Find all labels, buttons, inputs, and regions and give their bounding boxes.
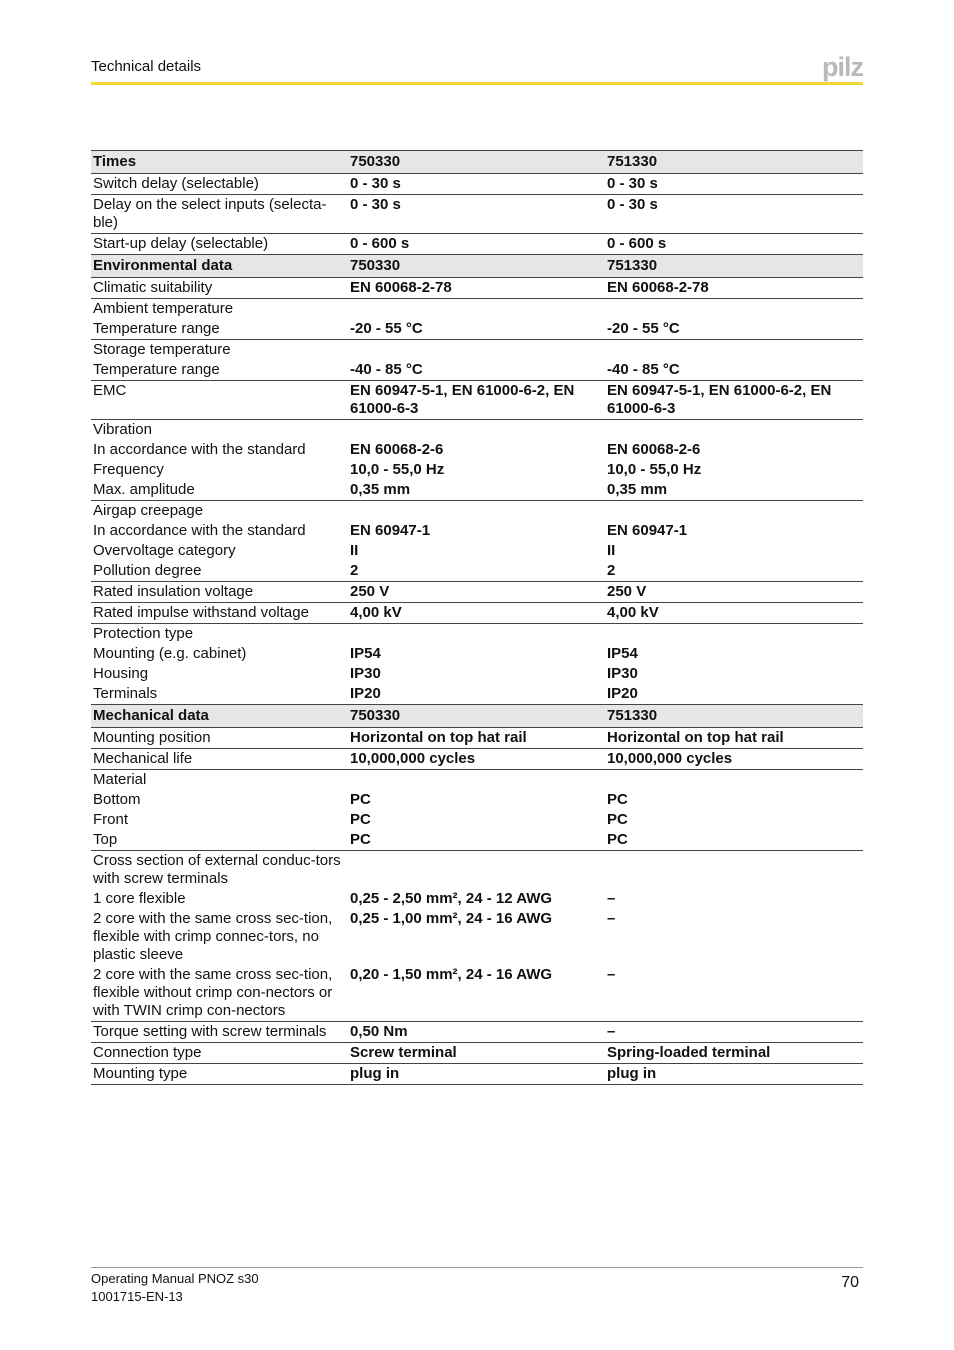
value-751330-cell: 751330	[605, 255, 863, 278]
value-750330-cell: -40 - 85 °C	[348, 360, 605, 381]
table-row	[91, 561, 863, 582]
table-row	[91, 810, 863, 830]
table-row	[91, 278, 863, 299]
value-751330-cell: EN 60068-2-6	[607, 441, 701, 458]
value-750330-cell	[348, 501, 605, 522]
value-750330-cell: 0 - 600 s	[348, 234, 605, 255]
parameter-cell: Storage temperature	[93, 341, 231, 358]
table-row	[91, 770, 863, 791]
parameter-cell: Switch delay (selectable)	[91, 174, 348, 195]
table-row	[91, 521, 863, 541]
table-row	[91, 541, 863, 561]
technical-data-table	[91, 150, 863, 1085]
value-750330-cell: IP20	[348, 684, 605, 705]
table-row	[91, 420, 863, 441]
value-750330-cell: 0,25 - 1,00 mm², 24 - 16 AWG	[350, 910, 553, 927]
value-750330-cell: Horizontal on top hat rail	[348, 728, 605, 749]
footer-manual: Operating Manual PNOZ s30	[91, 1271, 259, 1286]
parameter-cell: Pollution degree	[91, 561, 348, 582]
value-751330-cell: –	[605, 965, 863, 1022]
table-row	[91, 319, 863, 340]
parameter-cell: Top	[91, 830, 348, 851]
table-row	[91, 440, 863, 460]
value-750330-cell: 10,0 - 55,0 Hz	[350, 461, 445, 478]
table-row	[91, 664, 863, 684]
table-row	[91, 460, 863, 480]
value-751330-cell: 10,0 - 55,0 Hz	[607, 461, 702, 478]
value-751330-cell: IP54	[607, 645, 638, 662]
parameter-cell: EMC	[91, 381, 348, 420]
value-751330-cell: 0 - 600 s	[605, 234, 863, 255]
parameter-cell: Torque setting with screw terminals	[91, 1022, 348, 1043]
value-751330-cell: 2	[605, 561, 863, 582]
value-750330-cell: PC	[350, 791, 371, 808]
parameter-cell: Temperature range	[91, 360, 348, 381]
value-751330-cell: EN 60947-1	[607, 522, 688, 539]
value-750330-cell: II	[350, 542, 359, 559]
value-750330-cell: IP54	[350, 645, 381, 662]
value-751330-cell: 751330	[605, 705, 863, 728]
value-750330-cell: 0,20 - 1,50 mm², 24 - 16 AWG	[348, 965, 605, 1022]
value-751330-cell: PC	[605, 830, 863, 851]
table-row	[91, 195, 863, 234]
parameter-cell: Airgap creepage	[93, 502, 204, 519]
table-row	[91, 360, 863, 381]
header-title: Technical details	[91, 58, 202, 75]
value-750330-cell: 750330	[348, 255, 605, 278]
footer-doc-number: 1001715-EN-13	[91, 1289, 183, 1304]
value-750330-cell: Screw terminal	[348, 1043, 605, 1064]
value-751330-cell: IP30	[607, 665, 638, 682]
parameter-cell: Bottom	[93, 791, 141, 808]
table-row	[91, 851, 863, 890]
value-751330-cell: 751330	[605, 151, 863, 174]
table-row	[91, 889, 863, 909]
table-row	[91, 603, 863, 624]
parameter-cell: Vibration	[93, 421, 152, 438]
value-751330-cell: 0 - 30 s	[605, 174, 863, 195]
value-750330-cell: PC	[350, 811, 371, 828]
parameter-cell: Delay on the select inputs (selecta-ble)	[91, 195, 348, 234]
value-751330-cell: –	[605, 1022, 863, 1043]
value-750330-cell: IP30	[350, 665, 381, 682]
parameter-cell: Mechanical data	[91, 705, 348, 728]
footer-info	[91, 1270, 259, 1306]
table-row	[91, 728, 863, 749]
section-header-row	[91, 151, 863, 174]
parameter-cell: 1 core flexible	[93, 890, 186, 907]
page-footer	[91, 1267, 863, 1304]
page-header	[91, 52, 863, 85]
value-750330-cell: 2	[348, 561, 605, 582]
value-751330-cell: II	[607, 542, 616, 559]
table-row	[91, 684, 863, 705]
value-751330-cell	[605, 340, 863, 361]
parameter-cell: Mounting (e.g. cabinet)	[93, 645, 247, 662]
value-750330-cell: 750330	[348, 151, 605, 174]
value-750330-cell	[348, 340, 605, 361]
pilz-logo: pilz	[822, 52, 863, 82]
value-751330-cell: Horizontal on top hat rail	[605, 728, 863, 749]
table-row	[91, 644, 863, 664]
value-751330-cell: Spring-loaded terminal	[605, 1043, 863, 1064]
value-750330-cell: PC	[348, 830, 605, 851]
table-row	[91, 830, 863, 851]
parameter-cell: Max. amplitude	[91, 480, 348, 501]
parameter-cell: 2 core with the same cross sec-tion, flexible with crimp connec-tors, no plastic sleeve	[93, 910, 333, 963]
parameter-cell: Mounting type	[91, 1064, 348, 1085]
parameter-cell: Protection type	[93, 625, 194, 642]
parameter-cell: Temperature range	[91, 319, 348, 340]
value-750330-cell: EN 60068-2-78	[348, 278, 605, 299]
parameter-cell: In accordance with the standard	[93, 522, 306, 539]
value-751330-cell: -20 - 55 °C	[605, 319, 863, 340]
value-751330-cell: EN 60068-2-78	[605, 278, 863, 299]
value-751330-cell	[605, 420, 863, 441]
value-751330-cell	[605, 299, 863, 320]
parameter-cell: Start-up delay (selectable)	[91, 234, 348, 255]
value-751330-cell: –	[607, 890, 616, 907]
table-row	[91, 749, 863, 770]
table-row	[91, 381, 863, 420]
table-row	[91, 624, 863, 645]
value-751330-cell: IP20	[605, 684, 863, 705]
value-750330-cell: plug in	[348, 1064, 605, 1085]
value-750330-cell	[348, 299, 605, 320]
parameter-cell: Overvoltage category	[93, 542, 236, 559]
value-751330-cell	[605, 501, 863, 522]
table-row	[91, 234, 863, 255]
value-751330-cell: PC	[607, 791, 628, 808]
value-751330-cell: EN 60947-5-1, EN 61000-6-2, EN 61000-6-3	[605, 381, 863, 420]
value-751330-cell: –	[607, 910, 616, 927]
value-751330-cell: 0,35 mm	[605, 480, 863, 501]
value-751330-cell	[605, 770, 863, 791]
value-751330-cell: 250 V	[605, 582, 863, 603]
value-751330-cell: 4,00 kV	[605, 603, 863, 624]
value-751330-cell: plug in	[605, 1064, 863, 1085]
value-751330-cell: -40 - 85 °C	[605, 360, 863, 381]
parameter-cell: Environmental data	[91, 255, 348, 278]
parameter-cell: Housing	[93, 665, 149, 682]
parameter-cell: Connection type	[91, 1043, 348, 1064]
table-row	[91, 340, 863, 361]
table-row	[91, 1022, 863, 1043]
table-row	[91, 480, 863, 501]
parameter-cell: Frequency	[93, 461, 164, 478]
section-header-row	[91, 705, 863, 728]
value-750330-cell: 0 - 30 s	[348, 195, 605, 234]
parameter-cell: Mounting position	[91, 728, 348, 749]
parameter-cell: Front	[93, 811, 129, 828]
parameter-cell: Rated insulation voltage	[91, 582, 348, 603]
value-750330-cell: 750330	[348, 705, 605, 728]
table-row	[91, 1043, 863, 1064]
value-750330-cell: 250 V	[348, 582, 605, 603]
value-751330-cell: PC	[607, 811, 628, 828]
parameter-cell: Times	[91, 151, 348, 174]
value-750330-cell: EN 60947-5-1, EN 61000-6-2, EN 61000-6-3	[348, 381, 605, 420]
table-row	[91, 501, 863, 522]
value-750330-cell	[348, 624, 605, 645]
section-header-row	[91, 255, 863, 278]
parameter-cell: Mechanical life	[91, 749, 348, 770]
value-750330-cell: 0,35 mm	[348, 480, 605, 501]
value-750330-cell: -20 - 55 °C	[348, 319, 605, 340]
parameter-cell: Cross section of external conduc-tors with screw terminals	[93, 852, 341, 887]
parameter-cell: 2 core with the same cross sec-tion, flexible without crimp con-nectors or with TWIN crimp con-nectors	[91, 965, 348, 1022]
value-750330-cell: 0 - 30 s	[348, 174, 605, 195]
table-row	[91, 582, 863, 603]
value-750330-cell: EN 60068-2-6	[350, 441, 444, 458]
table-row	[91, 909, 863, 965]
value-751330-cell: 0 - 30 s	[605, 195, 863, 234]
value-751330-cell: 10,000,000 cycles	[605, 749, 863, 770]
table-row	[91, 174, 863, 195]
value-750330-cell: 10,000,000 cycles	[348, 749, 605, 770]
parameter-cell: Terminals	[91, 684, 348, 705]
table-row	[91, 790, 863, 810]
value-750330-cell: 0,50 Nm	[348, 1022, 605, 1043]
parameter-cell: In accordance with the standard	[93, 441, 306, 458]
value-751330-cell	[605, 851, 863, 890]
value-750330-cell	[348, 770, 605, 791]
table-row	[91, 1064, 863, 1085]
page-number: 70	[841, 1274, 859, 1291]
parameter-cell: Ambient temperature	[93, 300, 234, 317]
value-750330-cell	[348, 851, 605, 890]
table-row	[91, 965, 863, 1022]
parameter-cell: Climatic suitability	[91, 278, 348, 299]
value-750330-cell	[348, 420, 605, 441]
parameter-cell: Material	[93, 771, 147, 788]
value-751330-cell	[605, 624, 863, 645]
parameter-cell: Rated impulse withstand voltage	[91, 603, 348, 624]
table-row	[91, 299, 863, 320]
value-750330-cell: 4,00 kV	[348, 603, 605, 624]
value-750330-cell: EN 60947-1	[350, 522, 431, 539]
value-750330-cell: 0,25 - 2,50 mm², 24 - 12 AWG	[350, 890, 553, 907]
